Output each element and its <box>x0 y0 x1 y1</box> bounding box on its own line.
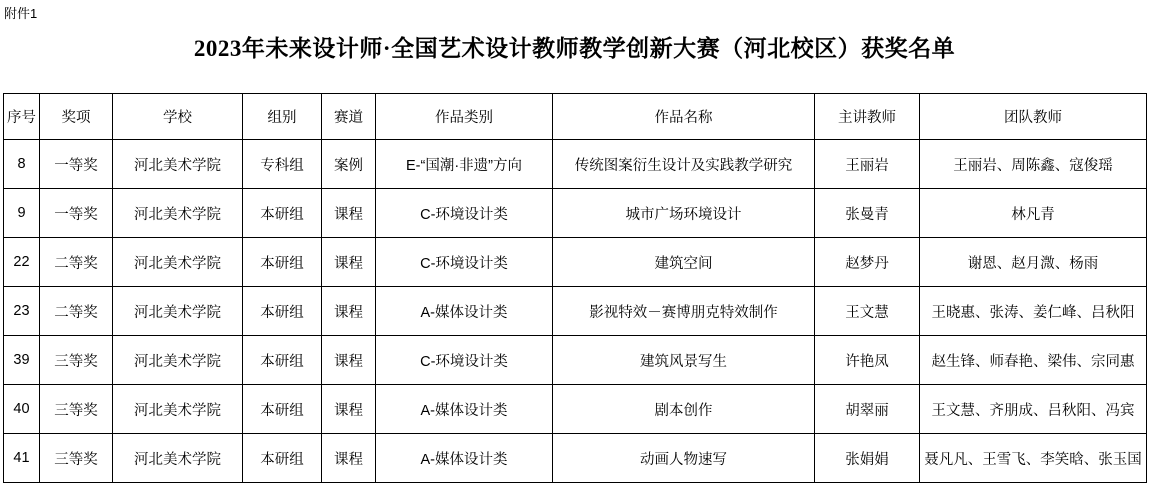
cell-team: 王丽岩、周陈鑫、寇俊瑶 <box>920 140 1147 189</box>
column-header-group: 组别 <box>243 94 322 140</box>
cell-category: A-媒体设计类 <box>376 385 553 434</box>
table-row <box>4 140 1147 189</box>
cell-team: 赵生锋、师春艳、梁伟、宗同惠 <box>920 336 1147 385</box>
cell-group: 本研组 <box>243 385 322 434</box>
cell-school: 河北美术学院 <box>113 189 243 238</box>
cell-category: C-环境设计类 <box>376 189 553 238</box>
cell-work: 传统图案衍生设计及实践教学研究 <box>553 140 815 189</box>
cell-category: C-环境设计类 <box>376 238 553 287</box>
cell-team: 谢恩、赵月溦、杨雨 <box>920 238 1147 287</box>
cell-work: 剧本创作 <box>553 385 815 434</box>
table-row <box>4 385 1147 434</box>
cell-school: 河北美术学院 <box>113 336 243 385</box>
table-row <box>4 238 1147 287</box>
table-row <box>4 189 1147 238</box>
cell-track: 课程 <box>322 189 376 238</box>
attachment-label: 附件1 <box>4 6 38 21</box>
column-header-category: 作品类别 <box>376 94 553 140</box>
column-header-work: 作品名称 <box>553 94 815 140</box>
page-title: 2023年未来设计师·全国艺术设计教师教学创新大赛（河北校区）获奖名单 <box>193 36 956 61</box>
cell-school: 河北美术学院 <box>113 385 243 434</box>
cell-track: 课程 <box>322 434 376 483</box>
cell-no: 22 <box>4 238 40 287</box>
cell-team: 林凡青 <box>920 189 1147 238</box>
cell-no: 9 <box>4 189 40 238</box>
cell-no: 39 <box>4 336 40 385</box>
cell-track: 课程 <box>322 238 376 287</box>
cell-award: 三等奖 <box>40 385 113 434</box>
cell-school: 河北美术学院 <box>113 140 243 189</box>
award-table-container <box>3 93 1146 483</box>
cell-lecturer: 胡翠丽 <box>815 385 920 434</box>
cell-award: 一等奖 <box>40 140 113 189</box>
column-header-no: 序号 <box>4 94 40 140</box>
cell-group: 本研组 <box>243 287 322 336</box>
cell-track: 课程 <box>322 385 376 434</box>
cell-school: 河北美术学院 <box>113 434 243 483</box>
cell-category: A-媒体设计类 <box>376 434 553 483</box>
cell-category: E-“国潮·非遗”方向 <box>376 140 553 189</box>
cell-no: 8 <box>4 140 40 189</box>
column-header-school: 学校 <box>113 94 243 140</box>
cell-category: C-环境设计类 <box>376 336 553 385</box>
cell-school: 河北美术学院 <box>113 287 243 336</box>
cell-team: 王文慧、齐朋成、吕秋阳、冯宾 <box>920 385 1147 434</box>
cell-group: 本研组 <box>243 336 322 385</box>
cell-lecturer: 赵梦丹 <box>815 238 920 287</box>
cell-work: 建筑空间 <box>553 238 815 287</box>
cell-track: 课程 <box>322 336 376 385</box>
cell-award: 三等奖 <box>40 336 113 385</box>
table-row <box>4 336 1147 385</box>
cell-group: 本研组 <box>243 434 322 483</box>
column-header-track: 赛道 <box>322 94 376 140</box>
cell-track: 案例 <box>322 140 376 189</box>
column-header-award: 奖项 <box>40 94 113 140</box>
cell-no: 40 <box>4 385 40 434</box>
table-row <box>4 434 1147 483</box>
table-header-row <box>4 94 1147 140</box>
cell-team: 王晓惠、张涛、姜仁峰、吕秋阳 <box>920 287 1147 336</box>
cell-work: 建筑风景写生 <box>553 336 815 385</box>
cell-group: 本研组 <box>243 238 322 287</box>
table-row <box>4 287 1147 336</box>
cell-lecturer: 王文慧 <box>815 287 920 336</box>
cell-lecturer: 许艳凤 <box>815 336 920 385</box>
cell-team: 聂凡凡、王雪飞、李笑晗、张玉国 <box>920 434 1147 483</box>
cell-no: 23 <box>4 287 40 336</box>
cell-lecturer: 王丽岩 <box>815 140 920 189</box>
cell-award: 二等奖 <box>40 238 113 287</box>
cell-track: 课程 <box>322 287 376 336</box>
column-header-team: 团队教师 <box>920 94 1147 140</box>
cell-work: 动画人物速写 <box>553 434 815 483</box>
cell-group: 本研组 <box>243 189 322 238</box>
cell-group: 专科组 <box>243 140 322 189</box>
award-table <box>3 93 1147 483</box>
column-header-lecturer: 主讲教师 <box>815 94 920 140</box>
cell-award: 一等奖 <box>40 189 113 238</box>
cell-lecturer: 张娟娟 <box>815 434 920 483</box>
cell-lecturer: 张曼青 <box>815 189 920 238</box>
cell-work: 城市广场环境设计 <box>553 189 815 238</box>
cell-award: 二等奖 <box>40 287 113 336</box>
cell-work: 影视特效－赛博朋克特效制作 <box>553 287 815 336</box>
cell-category: A-媒体设计类 <box>376 287 553 336</box>
cell-no: 41 <box>4 434 40 483</box>
cell-school: 河北美术学院 <box>113 238 243 287</box>
cell-award: 三等奖 <box>40 434 113 483</box>
